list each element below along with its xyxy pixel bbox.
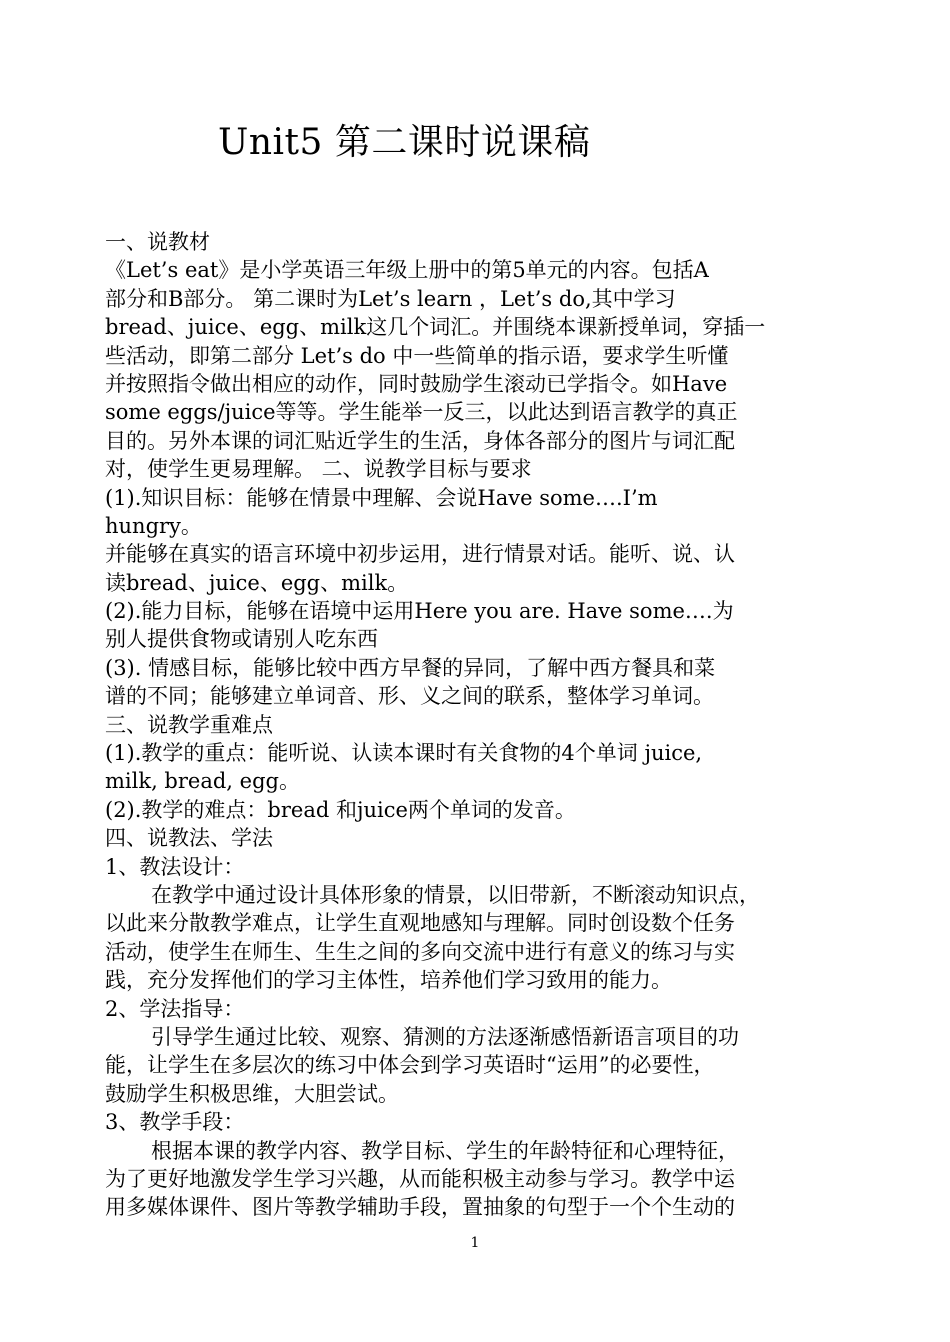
paragraph-line: 谱的不同；能够建立单词音、形、义之间的联系，整体学习单词。 — [105, 684, 714, 709]
paragraph-line: 并按照指令做出相应的动作，同时鼓励学生滚动已学指令。如Have — [105, 371, 728, 396]
paragraph-line: 以此来分散教学难点，让学生直观地感知与理解。同时创设数个任务 — [105, 911, 735, 936]
section-heading: 一、说教材 — [105, 230, 210, 254]
paragraph-line: milk, bread, egg。 — [105, 769, 300, 794]
paragraph-line: 根据本课的教学内容、教学目标、学生的年龄特征和心理特征， — [151, 1138, 739, 1163]
subsection-heading: 2、学法指导： — [105, 996, 245, 1021]
paragraph-line: 鼓励学生积极思维，大胆尝试。 — [105, 1081, 399, 1106]
paragraph-line: 活动，使学生在师生、生生之间的多向交流中进行有意义的练习与实 — [105, 939, 735, 964]
document-title: Unit5 第二课时说课稿 — [218, 122, 591, 163]
section-heading: 四、说教法、学法 — [105, 826, 273, 851]
paragraph-line: bread、juice、egg、milk这几个词汇。并围绕本课新授单词，穿插一 — [105, 315, 766, 340]
paragraph-line: 能，让学生在多层次的练习中体会到学习英语时“运用”的必要性， — [105, 1053, 715, 1078]
paragraph-line: 别人提供食物或请别人吃东西 — [105, 627, 378, 652]
paragraph-line: hungry。 — [105, 513, 202, 538]
document-body — [105, 228, 850, 1222]
paragraph-line: 引导学生通过比较、观察、猜测的方法逐渐感悟新语言项目的功 — [151, 1024, 739, 1049]
paragraph-line: 为了更好地激发学生学习兴趣，从而能积极主动参与学习。教学中运 — [105, 1166, 735, 1191]
paragraph-line: some eggs/juice等等。学生能举一反三，以此达到语言教学的真正 — [105, 400, 738, 425]
paragraph-line: 《Let’s eat》是小学英语三年级上册中的第5单元的内容。包括A — [105, 258, 709, 283]
paragraph-line: 读bread、juice、egg、milk。 — [105, 570, 409, 595]
paragraph-line: 对，使学生更易理解。 二、说教学目标与要求 — [105, 457, 532, 482]
paragraph-line: 目的。另外本课的词汇贴近学生的生活，身体各部分的图片与词汇配 — [105, 428, 735, 453]
paragraph-line: 用多媒体课件、图片等教学辅助手段，置抽象的句型于一个个生动的 — [105, 1195, 735, 1220]
section-heading: 三、说教学重难点 — [105, 712, 273, 737]
paragraph-line: (2).教学的难点：bread 和juice两个单词的发音。 — [105, 797, 576, 822]
paragraph-line: 部分和B部分。 第二课时为Let’s learn ，Let’s do,其中学习 — [105, 286, 676, 311]
subsection-heading: 3、教学手段： — [105, 1110, 245, 1135]
paragraph-line: 并能够在真实的语言环境中初步运用，进行情景对话。能听、说、认 — [105, 542, 735, 567]
paragraph-line: (3). 情感目标，能够比较中西方早餐的异同，了解中西方餐具和菜 — [105, 655, 716, 680]
paragraph-line: 践，充分发挥他们的学习主体性，培养他们学习致用的能力。 — [105, 968, 672, 993]
paragraph-line: 在教学中通过设计具体形象的情景，以旧带新，不断滚动知识点， — [151, 882, 760, 907]
paragraph-line: (2).能力目标，能够在语境中运用Here you are. Have some….为 — [105, 599, 734, 624]
paragraph-line: (1).教学的重点：能听说、认读本课时有关食物的4个单词 juice, — [105, 741, 703, 766]
paragraph-line: 些活动，即第二部分 Let’s do 中一些简单的指示语，要求学生听懂 — [105, 343, 729, 368]
page-number: 1 — [470, 1235, 480, 1251]
subsection-heading: 1、教法设计： — [105, 854, 245, 879]
paragraph-line: (1).知识目标：能够在情景中理解、会说Have some….I’m — [105, 485, 658, 510]
